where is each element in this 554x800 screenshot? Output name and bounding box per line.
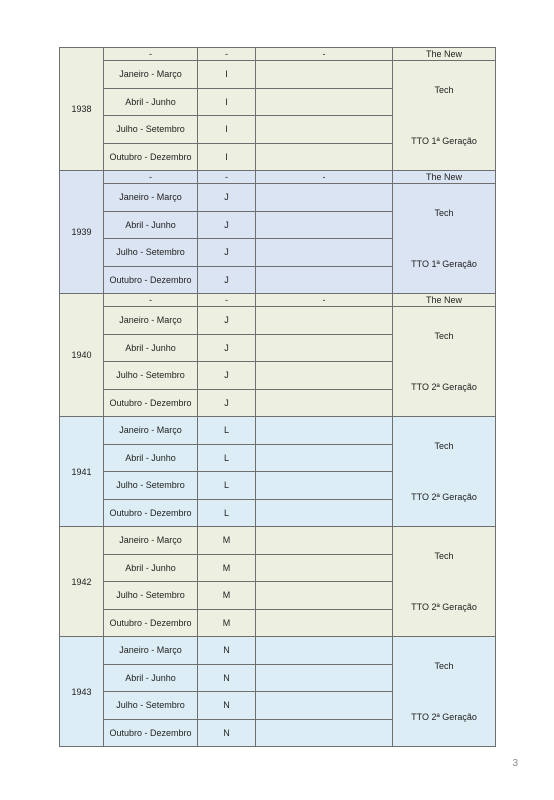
year-cell: 1943 bbox=[60, 637, 104, 747]
quarter-period-cell: Janeiro - Março bbox=[104, 637, 198, 665]
quarter-period-cell: Julho - Setembro bbox=[104, 239, 198, 267]
quarter-code-cell: M bbox=[198, 609, 256, 637]
quarter-row bbox=[60, 307, 496, 335]
notes-cell bbox=[256, 88, 393, 116]
quarter-period-cell: Julho - Setembro bbox=[104, 582, 198, 610]
year-header-row bbox=[60, 294, 496, 307]
notes-cell bbox=[256, 266, 393, 294]
quarter-row bbox=[60, 637, 496, 665]
notes-cell bbox=[256, 664, 393, 692]
notes-cell bbox=[256, 211, 393, 239]
tech-label: Tech bbox=[434, 330, 454, 341]
generation-label: TTO 2ª Geração bbox=[411, 492, 477, 503]
quarter-period-cell: Outubro - Dezembro bbox=[104, 266, 198, 294]
quarter-code-cell: I bbox=[198, 116, 256, 144]
the-new-header-cell: The New bbox=[393, 171, 496, 184]
quarter-code-cell: N bbox=[198, 692, 256, 720]
quarter-row bbox=[60, 417, 496, 445]
code-dash-cell: - bbox=[198, 48, 256, 61]
notes-cell bbox=[256, 239, 393, 267]
year-cell: 1940 bbox=[60, 294, 104, 417]
quarter-period-cell: Outubro - Dezembro bbox=[104, 143, 198, 171]
notes-cell bbox=[256, 609, 393, 637]
generation-label: TTO 1ª Geração bbox=[411, 259, 477, 270]
period-dash-cell: - bbox=[104, 171, 198, 184]
year-cell: 1939 bbox=[60, 171, 104, 294]
year-header-row bbox=[60, 171, 496, 184]
quarter-code-cell: L bbox=[198, 444, 256, 472]
quarter-row bbox=[60, 527, 496, 555]
quarter-code-cell: J bbox=[198, 239, 256, 267]
quarter-period-cell: Julho - Setembro bbox=[104, 472, 198, 500]
tech-generation-cell bbox=[393, 417, 496, 527]
tech-generation-cell bbox=[393, 637, 496, 747]
notes-cell bbox=[256, 692, 393, 720]
notes-cell bbox=[256, 472, 393, 500]
quarter-code-cell: J bbox=[198, 389, 256, 417]
the-new-header-cell: The New bbox=[393, 48, 496, 61]
code-dash-cell: - bbox=[198, 294, 256, 307]
quarter-period-cell: Abril - Junho bbox=[104, 554, 198, 582]
notes-cell bbox=[256, 499, 393, 527]
quarter-period-cell: Abril - Junho bbox=[104, 211, 198, 239]
quarter-code-cell: L bbox=[198, 417, 256, 445]
quarter-period-cell: Abril - Junho bbox=[104, 664, 198, 692]
the-new-header-cell: The New bbox=[393, 294, 496, 307]
tech-generation-cell bbox=[393, 527, 496, 637]
tech-generation-cell bbox=[393, 61, 496, 171]
quarter-code-cell: J bbox=[198, 266, 256, 294]
quarter-code-cell: L bbox=[198, 499, 256, 527]
generation-label: TTO 1ª Geração bbox=[411, 136, 477, 147]
notes-cell bbox=[256, 582, 393, 610]
notes-cell bbox=[256, 527, 393, 555]
year-header-row bbox=[60, 48, 496, 61]
period-dash-cell: - bbox=[104, 294, 198, 307]
notes-cell bbox=[256, 719, 393, 747]
notes-dash-cell: - bbox=[256, 294, 393, 307]
quarter-code-cell: J bbox=[198, 211, 256, 239]
year-cell: 1942 bbox=[60, 527, 104, 637]
quarter-period-cell: Julho - Setembro bbox=[104, 362, 198, 390]
quarter-row bbox=[60, 184, 496, 212]
period-dash-cell: - bbox=[104, 48, 198, 61]
generation-label: TTO 2ª Geração bbox=[411, 602, 477, 613]
quarter-row bbox=[60, 61, 496, 89]
quarter-code-cell: I bbox=[198, 88, 256, 116]
quarter-code-cell: M bbox=[198, 527, 256, 555]
tech-label: Tech bbox=[434, 660, 454, 671]
year-cell: 1938 bbox=[60, 48, 104, 171]
quarter-code-cell: J bbox=[198, 362, 256, 390]
year-cell: 1941 bbox=[60, 417, 104, 527]
quarter-period-cell: Julho - Setembro bbox=[104, 116, 198, 144]
quarter-period-cell: Abril - Junho bbox=[104, 444, 198, 472]
schedule-table bbox=[59, 47, 496, 747]
quarter-code-cell: N bbox=[198, 719, 256, 747]
quarter-period-cell: Janeiro - Março bbox=[104, 417, 198, 445]
notes-cell bbox=[256, 554, 393, 582]
notes-cell bbox=[256, 143, 393, 171]
notes-dash-cell: - bbox=[256, 171, 393, 184]
tech-generation-cell bbox=[393, 307, 496, 417]
generation-label: TTO 2ª Geração bbox=[411, 712, 477, 723]
notes-cell bbox=[256, 61, 393, 89]
notes-cell bbox=[256, 362, 393, 390]
code-dash-cell: - bbox=[198, 171, 256, 184]
quarter-code-cell: J bbox=[198, 307, 256, 335]
quarter-period-cell: Janeiro - Março bbox=[104, 61, 198, 89]
notes-cell bbox=[256, 444, 393, 472]
quarter-period-cell: Janeiro - Março bbox=[104, 527, 198, 555]
notes-cell bbox=[256, 417, 393, 445]
quarter-period-cell: Janeiro - Março bbox=[104, 307, 198, 335]
tech-label: Tech bbox=[434, 207, 454, 218]
quarter-period-cell: Abril - Junho bbox=[104, 334, 198, 362]
quarter-code-cell: J bbox=[198, 334, 256, 362]
quarter-period-cell: Outubro - Dezembro bbox=[104, 499, 198, 527]
notes-cell bbox=[256, 389, 393, 417]
schedule-table-body bbox=[60, 48, 496, 747]
notes-cell bbox=[256, 637, 393, 665]
notes-cell bbox=[256, 334, 393, 362]
quarter-code-cell: J bbox=[198, 184, 256, 212]
quarter-code-cell: I bbox=[198, 143, 256, 171]
quarter-period-cell: Outubro - Dezembro bbox=[104, 389, 198, 417]
quarter-period-cell: Outubro - Dezembro bbox=[104, 719, 198, 747]
tech-label: Tech bbox=[434, 440, 454, 451]
quarter-code-cell: L bbox=[198, 472, 256, 500]
page-number: 3 bbox=[512, 758, 518, 769]
notes-cell bbox=[256, 116, 393, 144]
quarter-code-cell: M bbox=[198, 554, 256, 582]
quarter-period-cell: Outubro - Dezembro bbox=[104, 609, 198, 637]
notes-cell bbox=[256, 184, 393, 212]
generation-label: TTO 2ª Geração bbox=[411, 382, 477, 393]
quarter-code-cell: N bbox=[198, 664, 256, 692]
quarter-code-cell: N bbox=[198, 637, 256, 665]
notes-dash-cell: - bbox=[256, 48, 393, 61]
quarter-code-cell: M bbox=[198, 582, 256, 610]
notes-cell bbox=[256, 307, 393, 335]
quarter-period-cell: Janeiro - Março bbox=[104, 184, 198, 212]
tech-label: Tech bbox=[434, 550, 454, 561]
tech-label: Tech bbox=[434, 84, 454, 95]
quarter-code-cell: I bbox=[198, 61, 256, 89]
quarter-period-cell: Abril - Junho bbox=[104, 88, 198, 116]
tech-generation-cell bbox=[393, 184, 496, 294]
quarter-period-cell: Julho - Setembro bbox=[104, 692, 198, 720]
